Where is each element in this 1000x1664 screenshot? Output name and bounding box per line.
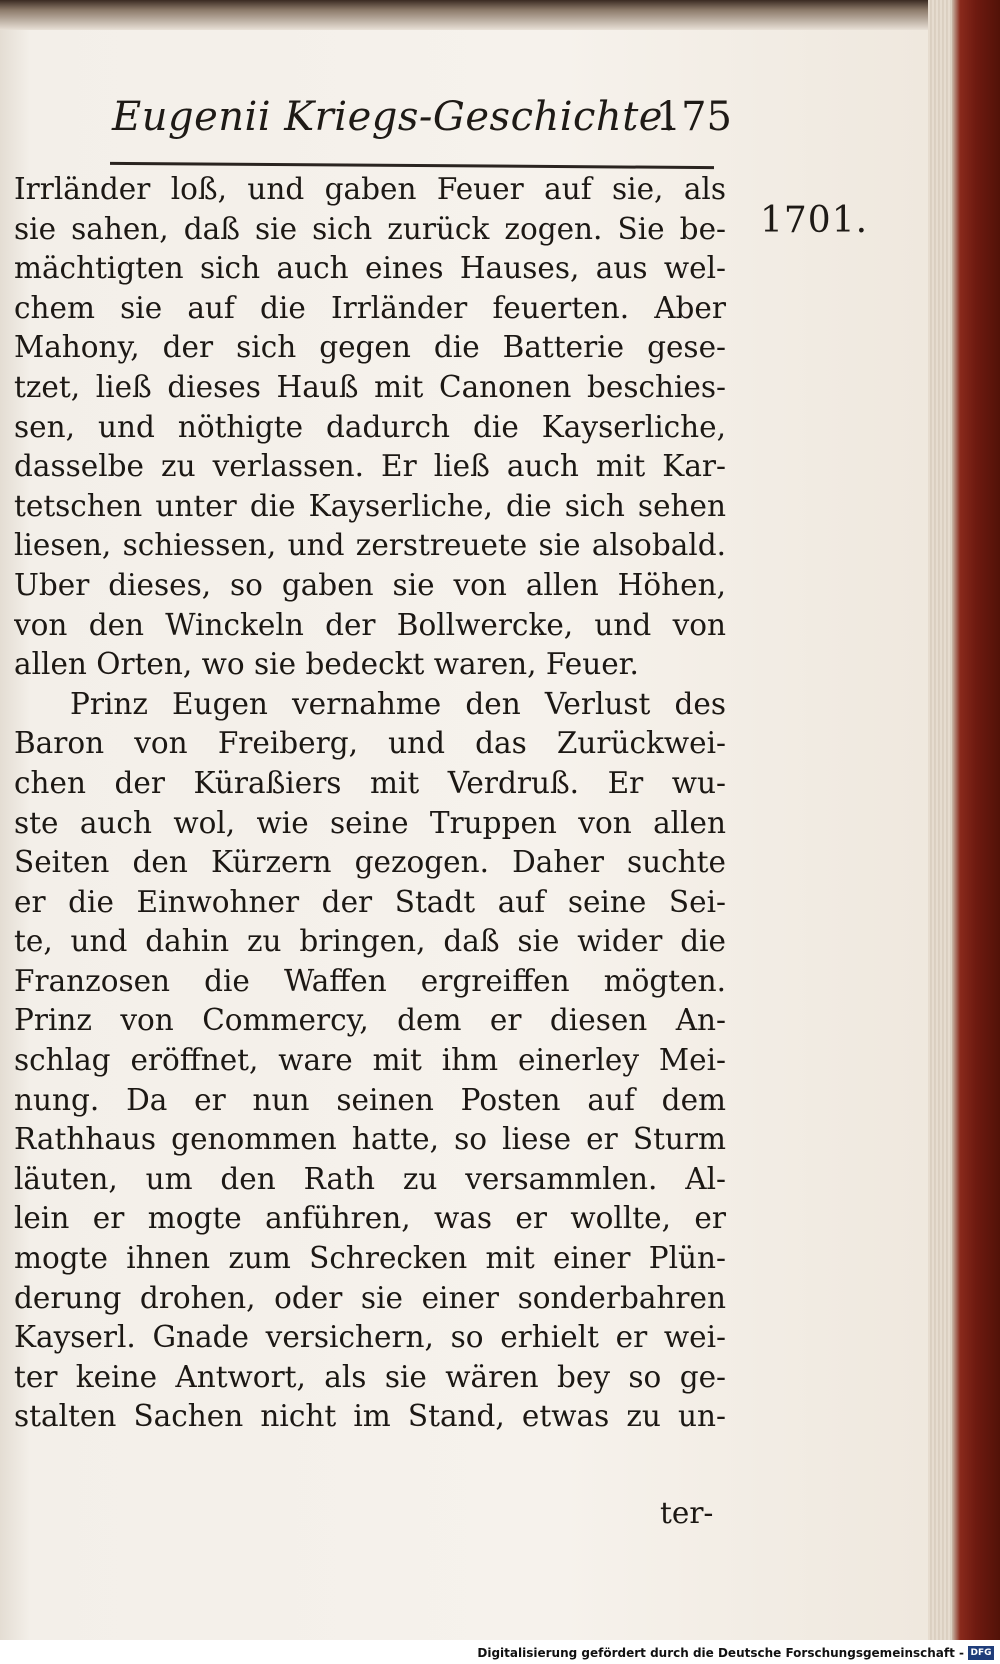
text-line: nung. Da er nun seinen Posten auf dem xyxy=(14,1082,726,1117)
text-line: Prinz Eugen vernahme den Verlust des xyxy=(70,686,726,721)
text-line: allen Orten, wo sie bedeckt waren, Feuer. xyxy=(14,647,639,682)
text-line: sen, und nöthigte dadurch die Kayserliche, xyxy=(14,409,726,444)
page-number: 175 xyxy=(655,94,732,140)
text-line: sie sahen, daß sie sich zurück zogen. Sie be- xyxy=(14,211,726,246)
text-line: er die Einwohner der Stadt auf seine Sei- xyxy=(14,884,726,919)
text-line: Kayserl. Gnade versichern, so erhielt er wei- xyxy=(14,1320,726,1355)
running-header xyxy=(112,88,732,150)
text-line: Mahony, der sich gegen die Batterie gese- xyxy=(14,330,726,365)
text-line: Seiten den Kürzern gezogen. Daher suchte xyxy=(14,845,726,880)
text-line: stalten Sachen nicht im Stand, etwas zu un- xyxy=(14,1399,726,1434)
running-title: Eugenii Kriegs-Geschichte. xyxy=(112,94,677,140)
book-cover-edge xyxy=(952,0,1000,1640)
text-line: ter keine Antwort, als sie wären bey so ge- xyxy=(14,1359,726,1394)
text-line: Franzosen die Waffen ergreiffen mögten. xyxy=(14,963,726,998)
text-line: Uber dieses, so gaben sie von allen Höhen, xyxy=(14,567,726,602)
text-line: tzet, ließ dieses Hauß mit Canonen beschies- xyxy=(14,369,726,404)
body-text xyxy=(14,170,726,1437)
footer-bar xyxy=(0,1640,1000,1664)
text-line: läuten, um den Rath zu versammlen. Al- xyxy=(14,1161,726,1196)
text-line: Prinz von Commercy, dem er diesen An- xyxy=(14,1003,726,1038)
text-line: te, und dahin zu bringen, daß sie wider die xyxy=(14,924,726,959)
text-line: mächtigten sich auch eines Hauses, aus wel- xyxy=(14,251,726,286)
marginal-year: 1701. xyxy=(760,200,869,241)
text-line: dasselbe zu verlassen. Er ließ auch mit Kar- xyxy=(14,449,726,484)
text-line: tetschen unter die Kayserliche, die sich sehen xyxy=(14,488,726,523)
digitization-credit: Digitalisierung gefördert durch die Deutsche Forschungsgemeinschaft - xyxy=(477,1646,964,1660)
text-line: chem sie auf die Irrländer feuerten. Aber xyxy=(14,290,726,325)
dfg-logo-icon: DFG xyxy=(968,1646,994,1660)
text-line: Rathhaus genommen hatte, so liese er Sturm xyxy=(14,1122,726,1157)
text-line: lein er mogte anführen, was er wollte, er xyxy=(14,1201,726,1236)
text-line: schlag eröffnet, ware mit ihm einerley Mei- xyxy=(14,1043,726,1078)
text-line: mogte ihnen zum Schrecken mit einer Plün- xyxy=(14,1241,726,1276)
text-line: ste auch wol, wie seine Truppen von allen xyxy=(14,805,726,840)
text-line: Irrländer loß, und gaben Feuer auf sie, als xyxy=(14,172,726,206)
text-line: von den Winckeln der Bollwercke, und von xyxy=(14,607,726,642)
catchword: ter- xyxy=(660,1496,714,1530)
text-line: derung drohen, oder sie einer sonderbahren xyxy=(14,1280,726,1315)
text-line: chen der Küraßiers mit Verdruß. Er wu- xyxy=(14,765,726,800)
text-line: Baron von Freiberg, und das Zurückwei- xyxy=(14,726,726,761)
text-line: liesen, schiessen, und zerstreuete sie alsobald. xyxy=(14,528,726,563)
page-stack-edge xyxy=(928,0,952,1640)
